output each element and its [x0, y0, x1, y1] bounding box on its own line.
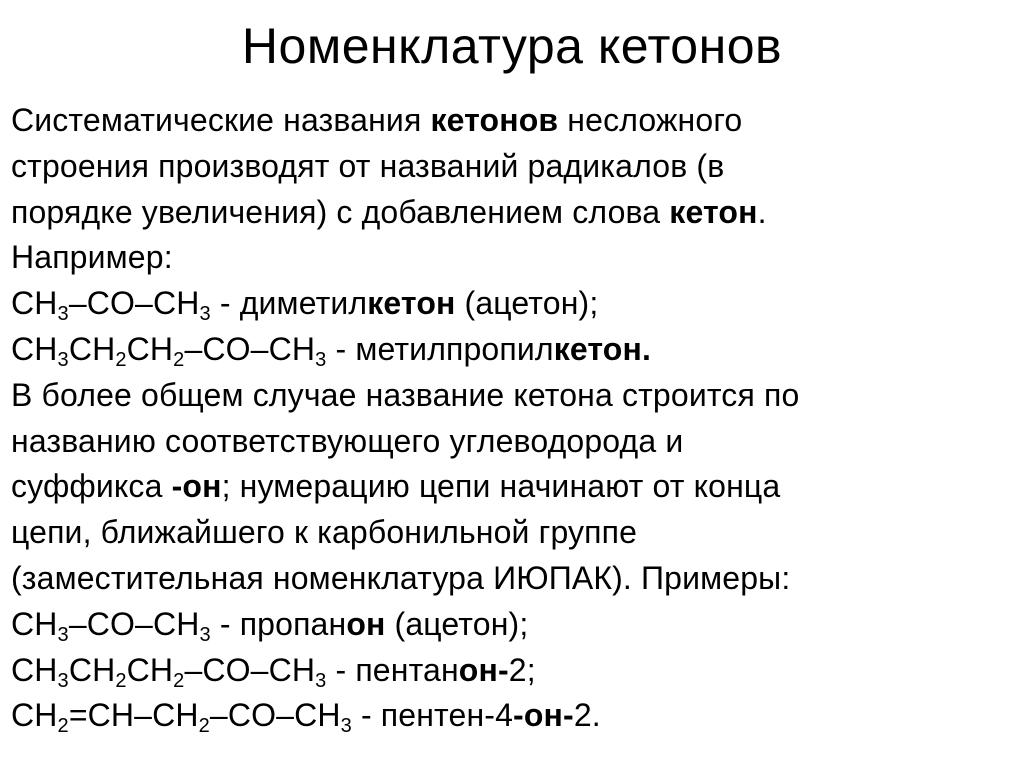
subscript: 2: [173, 348, 185, 371]
bold-term: -он: [171, 468, 222, 505]
text-run: - пентен-4: [351, 697, 514, 734]
bold-term: кетон.: [553, 330, 652, 367]
text-line: [11, 98, 1016, 144]
text-run: CH: [11, 605, 58, 642]
text-line: [11, 419, 1016, 465]
text-run: –CO–CH: [68, 605, 200, 642]
text-run: - метилпропил: [326, 330, 554, 367]
text-run: CH: [11, 697, 58, 734]
text-run: суффикса: [11, 468, 172, 505]
text-run: CH: [11, 651, 58, 688]
text-run: .: [757, 193, 767, 230]
text-run: =CH–CH: [68, 697, 199, 734]
subscript: 3: [315, 669, 327, 692]
text-run: CH: [126, 330, 174, 367]
text-run: CH: [126, 651, 174, 688]
subscript: 3: [57, 348, 69, 371]
text-run: –CO–CH: [184, 651, 316, 688]
subscript: 3: [315, 348, 327, 371]
text-run: –CO–CH: [68, 285, 200, 322]
text-run: CH: [68, 330, 116, 367]
text-run: –CO–CH: [209, 697, 341, 734]
subscript: 3: [199, 303, 211, 326]
bold-term: -он-: [513, 697, 574, 734]
text-line: [11, 556, 1016, 602]
text-line: [11, 464, 1016, 510]
subscript: 2: [115, 669, 127, 692]
subscript: 2: [115, 348, 127, 371]
text-run: - пропан: [210, 605, 347, 642]
text-run: (заместительная номенклатура ИЮПАК). Примеры:: [11, 559, 791, 596]
text-line: [11, 327, 1016, 373]
text-run: 2.: [573, 697, 601, 734]
text-line: [11, 602, 1016, 648]
subscript: 3: [57, 623, 69, 646]
text-run: CH: [68, 651, 116, 688]
text-run: 2;: [508, 651, 536, 688]
bold-term: кетонов: [430, 102, 559, 138]
bold-term: он-: [458, 651, 509, 688]
slide-title: Номенклатура кетонов: [241, 18, 783, 74]
text-run: названию соответствующего углеводорода и: [11, 422, 684, 459]
text-run: - пентан: [326, 651, 459, 688]
text-run: CH: [11, 285, 58, 322]
text-run: CH: [11, 330, 58, 367]
text-run: (ацетон);: [385, 605, 529, 642]
text-line: [11, 693, 1016, 739]
text-line: [11, 235, 1016, 281]
text-run: В более общем случае название кетона строится по: [11, 376, 800, 413]
text-run: строения производят от названий радикалов (в: [11, 147, 725, 184]
text-run: ; нумерацию цепи начинают от конца: [221, 468, 781, 505]
text-line: [11, 510, 1016, 556]
text-run: порядке увеличения) с добавлением слова: [11, 193, 670, 230]
subscript: 2: [198, 715, 210, 738]
text-line: [11, 144, 1016, 190]
subscript: 3: [57, 303, 69, 326]
slide-body: [11, 98, 1016, 739]
text-run: Например:: [11, 239, 173, 276]
bold-term: он: [346, 605, 386, 642]
text-run: несложного: [558, 102, 743, 138]
subscript: 2: [57, 715, 69, 738]
subscript: 3: [340, 715, 352, 738]
text-line: [11, 373, 1016, 419]
text-run: (ацетон);: [455, 285, 599, 322]
text-line: [11, 190, 1016, 236]
subscript: 2: [173, 669, 185, 692]
subscript: 3: [199, 623, 211, 646]
text-line: [11, 648, 1016, 694]
subscript: 3: [57, 669, 69, 692]
text-run: –CO–CH: [184, 330, 316, 367]
bold-term: кетон: [669, 193, 758, 230]
text-run: цепи, ближайшего к карбонильной группе: [11, 514, 638, 551]
bold-term: кетон: [367, 285, 456, 322]
text-run: Систематические названия: [11, 102, 431, 138]
text-run: - диметил: [210, 285, 368, 322]
text-line: [11, 281, 1016, 327]
